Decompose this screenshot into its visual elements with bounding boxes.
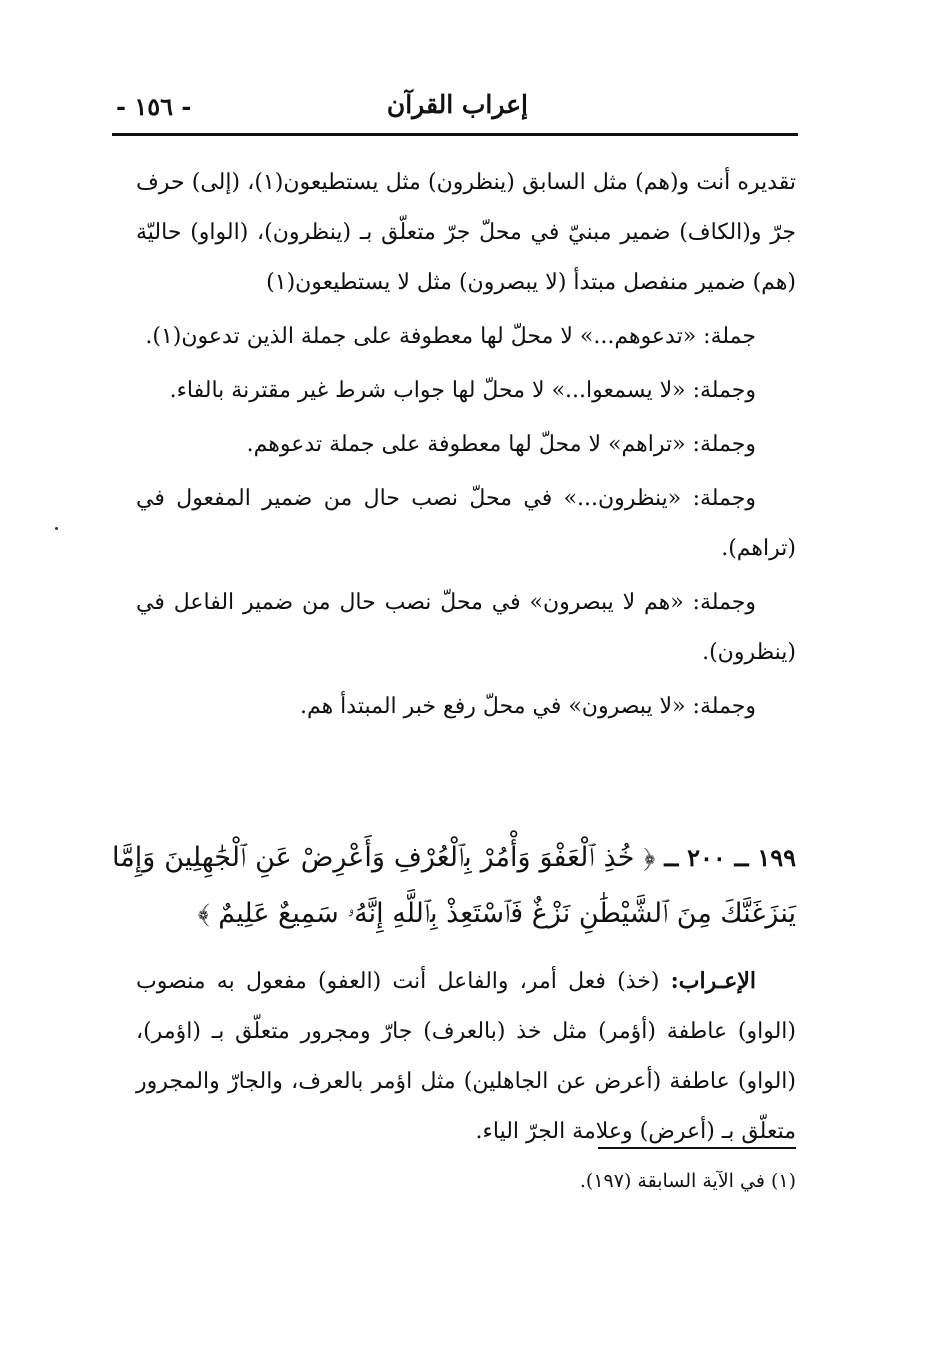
page-speck (55, 527, 58, 530)
paragraph-5: وجملة: «ينظرون...» في محلّ نصب حال من ضمير المفعول في (تراهم). (136, 486, 796, 561)
header-rule (112, 133, 798, 136)
running-title: إعراب القرآن (386, 90, 528, 119)
verse-numbers: ١٩٩ ــ ٢٠٠ ــ (664, 843, 796, 872)
body-text (136, 158, 796, 736)
page-number: - ١٥٦ - (116, 92, 192, 121)
irab-label: الإعـراب: (670, 968, 756, 994)
irab-paragraph (136, 956, 796, 1157)
paragraph-1: تقديره أنت و(هم) مثل السابق (ينظرون) مثل يستطيعون(١)، (إلى) حرف جرّ و(الكاف) ضمير مبنيّ في محلّ جرّ متعلّق بـ (ينظرون)، (الواو) حاليّة (هم) ضمير منفصل مبتدأ (لا يبصرون) مثل لا يستطيعون(١) (136, 170, 796, 295)
paragraph-2: جملة: «تدعوهم...» لا محلّ لها معطوفة على جملة الذين تدعون(١). (145, 324, 756, 349)
paragraph-4: وجملة: «تراهم» لا محلّ لها معطوفة على جملة تدعوهم. (246, 432, 756, 457)
paragraph-6: وجملة: «هم لا يبصرون» في محلّ نصب حال من ضمير الفاعل في (ينظرون). (136, 590, 796, 665)
footnote: (١) في الآية السابقة (١٩٧). (579, 1170, 796, 1192)
verse-text: ﴿ خُذِ ٱلْعَفْوَ وَأْمُرْ بِٱلْعُرْفِ وَأَعْرِضْ عَنِ ٱلْجَٰهِلِينَ وَإِمَّا يَنزَغَنَّكَ مِنَ ٱلشَّيْطَٰنِ نَزْغٌ فَٱسْتَعِذْ بِٱللَّهِ إِنَّهُۥ سَمِيعٌ عَلِيمٌ ﴾ (112, 842, 796, 929)
footnote-rule (598, 1147, 796, 1149)
irab-text: (خذ) فعل أمر، والفاعل أنت (العفو) مفعول به منصوب (الواو) عاطفة (أؤمر) مثل خذ (بالعرف) جارّ ومجرور متعلّق بـ (اؤمر)، (الواو) عاطفة (أعرض عن الجاهلين) مثل اؤمر بالعرف، والجارّ والمجرور متعلّق بـ (أعرض) وعلامة الجرّ الياء. (136, 969, 797, 1144)
paragraph-3: وجملة: «لا يسمعوا...» لا محلّ لها جواب شرط غير مقترنة بالفاء. (169, 378, 756, 403)
paragraph-7: وجملة: «لا يبصرون» في محلّ رفع خبر المبتدأ هم. (299, 694, 756, 719)
page-header (112, 88, 798, 132)
quran-verse (112, 830, 796, 942)
